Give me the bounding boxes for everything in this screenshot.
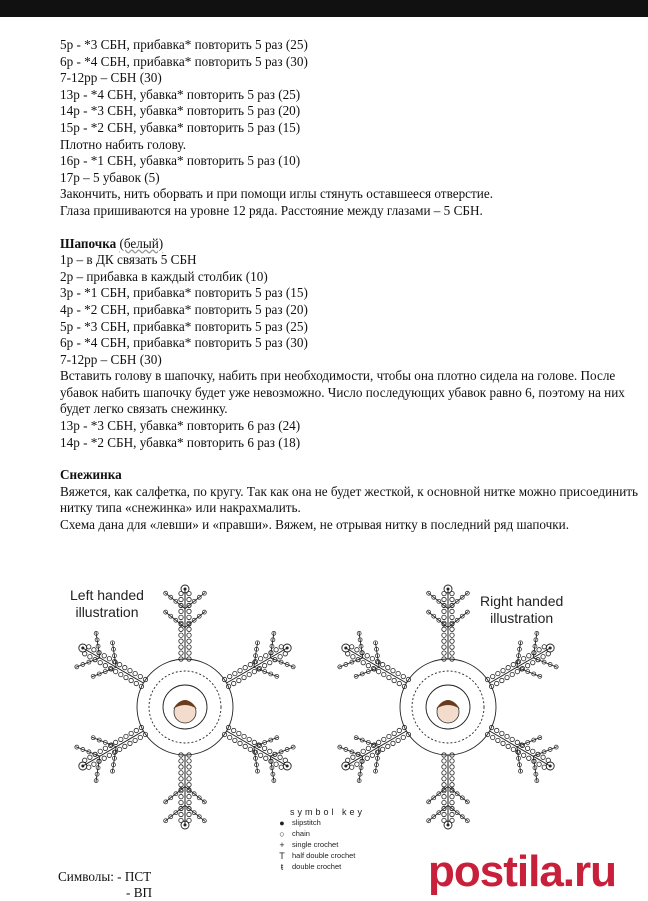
chain-stitch	[380, 662, 384, 666]
chain-stitch	[179, 771, 183, 775]
snowflake-branch	[270, 658, 294, 668]
chain-stitch	[179, 765, 183, 769]
left-diagram-label	[70, 587, 144, 621]
snowflake-branch	[448, 805, 468, 821]
chain-stitch	[510, 737, 514, 741]
chain-stitch	[376, 669, 380, 673]
chain-stitch	[187, 615, 191, 619]
slipstitch-dot	[184, 824, 187, 827]
chain-stitch	[179, 777, 183, 781]
text-line: Плотно набить голову.	[60, 136, 187, 152]
slipstitch-dot	[286, 765, 289, 768]
chain-stitch	[495, 681, 499, 685]
chain-stitch	[450, 627, 454, 631]
chain-stitch	[179, 759, 183, 763]
chain-stitch	[442, 597, 446, 601]
slipstitch-dot	[344, 647, 347, 650]
chain-stitch	[243, 744, 247, 748]
chain-stitch	[187, 633, 191, 637]
chain-stitch	[92, 648, 96, 652]
chain-stitch	[450, 812, 454, 816]
chain-stitch	[187, 800, 191, 804]
chain-stitch	[527, 756, 531, 760]
chain-stitch	[129, 678, 133, 682]
chain-stitch	[138, 674, 142, 678]
chain-stitch	[262, 663, 266, 667]
chain-stitch	[268, 749, 272, 753]
chain-stitch	[258, 657, 262, 661]
chain-stitch	[278, 655, 282, 659]
snowflake-branch	[185, 805, 205, 821]
chain-stitch	[511, 747, 515, 751]
chain-stitch	[501, 668, 505, 672]
hat-paragraph: Вставить голову в шапочку, набить при необходимости, чтобы она плотно сидела на голове. После убавок набить шапочку будет уже невозможно. Число последующих убавок равно 6, поэтому на них будет легко связать снежинку.	[60, 368, 625, 417]
chain-stitch	[179, 639, 183, 643]
half-double-crochet-symbol-icon: T	[279, 850, 285, 861]
chain-stitch	[525, 663, 529, 667]
chain-stitch	[179, 645, 183, 649]
chain-stitch	[450, 645, 454, 649]
snowflake-paragraph-2: Схема дана для «левши» и «правши». Вяжем, не отрывая нитку в последний ряд шапочки.	[60, 517, 570, 533]
chain-stitch	[386, 744, 390, 748]
text-line: 7-12рр – СБН (30)	[60, 351, 162, 367]
chain-stitch	[187, 609, 191, 613]
chain-stitch	[370, 657, 374, 661]
chain-stitch	[187, 794, 191, 798]
snowflake-branch	[428, 592, 448, 608]
chain-stitch	[361, 749, 365, 753]
text-line: 5р - *3 СБН, прибавка* повторить 5 раз (25)	[60, 318, 308, 334]
chain-stitch	[242, 675, 246, 679]
chain-stitch	[511, 662, 515, 666]
chain-stitch	[248, 747, 252, 751]
chain-stitch	[450, 777, 454, 781]
snowflake-branch	[339, 658, 363, 668]
chain-stitch	[237, 678, 241, 682]
chain-stitch	[401, 674, 405, 678]
chain-stitch	[88, 755, 92, 759]
chain-stitch	[537, 762, 541, 766]
chain-stitch	[268, 660, 272, 664]
chain-stitch	[117, 747, 121, 751]
chain-stitch	[442, 759, 446, 763]
chain-stitch	[450, 615, 454, 619]
chain-stitch	[123, 744, 127, 748]
chain-stitch	[442, 800, 446, 804]
symbol-key-label: half double crochet	[292, 851, 356, 860]
slipstitch-dot	[549, 765, 552, 768]
chain-stitch	[442, 645, 446, 649]
snowflake-branch	[533, 658, 557, 668]
chain-stitch	[521, 657, 525, 661]
chain-stitch	[187, 812, 191, 816]
chain-stitch	[506, 744, 510, 748]
chain-stitch	[387, 734, 391, 738]
chain-stitch	[179, 633, 183, 637]
chain-stitch	[442, 639, 446, 643]
chain-stitch	[98, 660, 102, 664]
chain-stitch	[495, 728, 499, 732]
snowflake-branch	[517, 737, 541, 747]
chain-stitch	[442, 609, 446, 613]
chain-stitch	[355, 762, 359, 766]
chain-stitch	[365, 756, 369, 760]
chain-stitch	[380, 747, 384, 751]
chain-stitch	[262, 746, 266, 750]
text-line: 13р - *4 СБН, убавка* повторить 5 раз (25)	[60, 86, 301, 102]
left-label-line-2: illustration	[75, 604, 139, 620]
text-line: 7-12рр – СБН (30)	[60, 70, 162, 86]
text-line: Закончить, нить оборвать и при помощи иглы стянуть оставшееся отверстие.	[60, 186, 493, 202]
chain-stitch	[179, 794, 183, 798]
slipstitch-dot	[447, 824, 450, 827]
chain-stitch	[365, 654, 369, 658]
chain-stitch	[232, 681, 236, 685]
chain-stitch	[501, 741, 505, 745]
chain-stitch	[521, 753, 525, 757]
chain-stitch	[506, 665, 510, 669]
chain-stitch	[450, 759, 454, 763]
snowflake-branch	[185, 592, 205, 608]
chain-stitch	[119, 672, 123, 676]
chain-stitch	[264, 654, 268, 658]
chain-stitch	[450, 794, 454, 798]
symbol-key-row	[272, 828, 365, 839]
chain-stitch	[187, 639, 191, 643]
chain-stitch	[541, 655, 545, 659]
chain-stitch	[387, 675, 391, 679]
snowflake-branch	[165, 592, 185, 608]
chain-stitch	[248, 662, 252, 666]
chain-stitch	[442, 765, 446, 769]
chain-stitch	[128, 741, 132, 745]
chain-stitch	[442, 627, 446, 631]
chain-stitch	[129, 731, 133, 735]
chain-stitch	[187, 597, 191, 601]
symbol-key-row	[272, 861, 365, 872]
single-crochet-symbol-icon: +	[279, 839, 285, 850]
snowflake-paragraph-1: Вяжется, как салфетка, по кругу. Так как она не будет жесткой, к основной нитке можно присоединить нитку типа «снежинка» или накрахмалить.	[60, 483, 639, 516]
chain-stitch	[496, 738, 500, 742]
chain-stitch	[134, 681, 138, 685]
chain-stitch	[442, 783, 446, 787]
chain-stitch	[113, 740, 117, 744]
chain-stitch	[103, 746, 107, 750]
symbols-line-1: Символы: - ПСТ	[58, 869, 152, 884]
chain-stitch	[187, 645, 191, 649]
chain-stitch	[179, 627, 183, 631]
chain-stitch	[450, 609, 454, 613]
chain-stitch	[391, 741, 395, 745]
text-line: 2р – прибавка в каждый столбик (10)	[60, 268, 268, 284]
chain-stitch	[102, 654, 106, 658]
chain-stitch	[233, 671, 237, 675]
chain-stitch	[247, 737, 251, 741]
right-diagram-label	[480, 593, 563, 627]
chain-stitch	[442, 812, 446, 816]
chain-stitch	[366, 746, 370, 750]
chain-stitch	[124, 675, 128, 679]
chain-stitch	[505, 734, 509, 738]
chain-stitch	[187, 765, 191, 769]
slipstitch-dot	[286, 647, 289, 650]
chain-stitch	[510, 672, 514, 676]
snowflake-branch	[254, 737, 278, 747]
chain-stitch	[505, 675, 509, 679]
chain-stitch	[450, 633, 454, 637]
chain-stitch	[274, 648, 278, 652]
chain-stitch	[541, 755, 545, 759]
symbol-key-label: single crochet	[292, 840, 339, 849]
symbol-key-title: symbol key	[290, 807, 366, 817]
chain-stitch	[442, 615, 446, 619]
chain-stitch	[397, 728, 401, 732]
snowflake-branch	[270, 747, 294, 757]
top-bar	[0, 0, 648, 17]
text-line: 15р - *2 СБН, убавка* повторить 5 раз (15)	[60, 119, 301, 135]
chain-stitch	[179, 609, 183, 613]
chain-stitch	[187, 783, 191, 787]
chain-stitch	[242, 734, 246, 738]
slipstitch-dot	[184, 588, 187, 591]
chain-stitch	[187, 759, 191, 763]
chain-symbol-icon: ○	[279, 828, 285, 839]
chain-stitch	[232, 728, 236, 732]
symbol-key-row	[272, 850, 365, 861]
chain-stitch	[366, 663, 370, 667]
chain-stitch	[113, 669, 117, 673]
chain-stitch	[396, 671, 400, 675]
chain-stitch	[117, 662, 121, 666]
symbol-key	[272, 807, 365, 872]
chain-stitch	[179, 783, 183, 787]
chain-stitch	[119, 737, 123, 741]
chain-stitch	[391, 668, 395, 672]
chain-stitch	[134, 728, 138, 732]
chain-stitch	[187, 627, 191, 631]
chain-stitch	[103, 663, 107, 667]
snowflake-branch	[355, 737, 379, 747]
slipstitch-dot	[344, 765, 347, 768]
chain-stitch	[531, 660, 535, 664]
text-line: 1р – в ДК связать 5 СБН	[60, 252, 197, 268]
snowflake-branch	[448, 592, 468, 608]
snowflake-branch	[428, 805, 448, 821]
chain-stitch	[376, 740, 380, 744]
symbols-line-2: - ВП	[126, 885, 153, 900]
chain-stitch	[500, 731, 504, 735]
chain-stitch	[107, 753, 111, 757]
chain-stitch	[138, 735, 142, 739]
snowflake-branch	[533, 747, 557, 757]
chain-stitch	[450, 651, 454, 655]
slipstitch-dot	[447, 588, 450, 591]
snowflake-branch	[165, 805, 185, 821]
chain-stitch	[450, 800, 454, 804]
text-line: 13р - *3 СБН, убавка* повторить 6 раз (24)	[60, 418, 301, 434]
chain-stitch	[442, 777, 446, 781]
chain-stitch	[128, 668, 132, 672]
postila-watermark	[428, 847, 616, 897]
snowflake-branch	[254, 667, 278, 677]
double-crochet-symbol-icon: ŧ	[280, 861, 284, 872]
chain-stitch	[370, 753, 374, 757]
chain-stitch	[351, 655, 355, 659]
chain-stitch	[179, 615, 183, 619]
chain-stitch	[537, 648, 541, 652]
chain-stitch	[187, 777, 191, 781]
chain-stitch	[98, 749, 102, 753]
text-line: 4р - *2 СБН, прибавка* повторить 5 раз (20)	[60, 301, 308, 317]
snowflake-branch	[517, 667, 541, 677]
chain-stitch	[392, 678, 396, 682]
symbol-key-label: double crochet	[292, 862, 342, 871]
slipstitch-symbol-icon: ●	[279, 817, 285, 828]
chain-stitch	[258, 753, 262, 757]
chain-stitch	[88, 655, 92, 659]
chain-stitch	[187, 771, 191, 775]
chain-stitch	[491, 674, 495, 678]
text-line: 14р - *2 СБН, убавка* повторить 6 раз (18)	[60, 434, 301, 450]
chain-stitch	[355, 648, 359, 652]
text-line: 16р - *1 СБН, убавка* повторить 5 раз (10)	[60, 153, 301, 169]
chain-stitch	[450, 597, 454, 601]
chain-stitch	[515, 740, 519, 744]
chain-stitch	[228, 735, 232, 739]
chain-stitch	[228, 674, 232, 678]
chain-stitch	[527, 654, 531, 658]
snowflake-branch	[76, 747, 100, 757]
chain-stitch	[450, 639, 454, 643]
chain-stitch	[179, 812, 183, 816]
chain-stitch	[531, 749, 535, 753]
text-line: 3р - *1 СБН, прибавка* повторить 5 раз (15)	[60, 285, 308, 301]
document-page	[0, 17, 648, 901]
chain-stitch	[278, 755, 282, 759]
chain-stitch	[238, 741, 242, 745]
chain-stitch	[382, 672, 386, 676]
chain-stitch	[500, 678, 504, 682]
text-line: 17р – 5 убавок (5)	[60, 169, 160, 185]
snowflake-branch	[339, 747, 363, 757]
chain-stitch	[92, 762, 96, 766]
symbol-key-label: chain	[292, 829, 310, 838]
chain-stitch	[124, 734, 128, 738]
chain-stitch	[243, 665, 247, 669]
chain-stitch	[450, 765, 454, 769]
chain-stitch	[179, 597, 183, 601]
chain-stitch	[274, 762, 278, 766]
chain-stitch	[442, 651, 446, 655]
chain-stitch	[397, 681, 401, 685]
chain-stitch	[238, 668, 242, 672]
chain-stitch	[442, 794, 446, 798]
chain-stitch	[179, 800, 183, 804]
chain-stitch	[102, 756, 106, 760]
chain-stitch	[107, 657, 111, 661]
symbol-key-label: slipstitch	[292, 818, 321, 827]
chain-stitch	[133, 738, 137, 742]
chain-stitch	[392, 731, 396, 735]
symbols-legend	[58, 869, 152, 901]
chain-stitch	[187, 651, 191, 655]
document-text	[60, 37, 640, 534]
watermark-text: postila.ru	[428, 847, 617, 896]
left-label-line-1: Left handed	[70, 587, 144, 603]
chain-stitch	[401, 735, 405, 739]
chain-stitch	[252, 740, 256, 744]
chain-stitch	[237, 731, 241, 735]
chain-stitch	[396, 738, 400, 742]
slipstitch-dot	[549, 647, 552, 650]
snowflake-branch	[92, 737, 116, 747]
chain-stitch	[442, 771, 446, 775]
chain-stitch	[351, 755, 355, 759]
chain-stitch	[133, 671, 137, 675]
slipstitch-dot	[81, 765, 84, 768]
snowflake-branch	[76, 658, 100, 668]
chain-stitch	[491, 735, 495, 739]
chain-stitch	[450, 771, 454, 775]
symbol-key-row	[272, 817, 365, 828]
chain-stitch	[442, 633, 446, 637]
chain-stitch	[450, 783, 454, 787]
chain-stitch	[515, 669, 519, 673]
text-line: Глаза пришиваются на уровне 12 ряда. Расстояние между глазами – 5 СБН.	[60, 202, 483, 218]
slipstitch-dot	[81, 647, 84, 650]
chain-stitch	[382, 737, 386, 741]
chain-stitch	[264, 756, 268, 760]
chain-stitch	[179, 651, 183, 655]
hat-heading-note: (белый)	[119, 235, 164, 251]
symbol-key-row	[272, 839, 365, 850]
hat-heading	[60, 236, 640, 253]
right-label-line-1: Right handed	[480, 593, 564, 609]
chain-stitch	[386, 665, 390, 669]
text-line: 6р - *4 СБН, прибавка* повторить 5 раз (30)	[60, 335, 308, 351]
chain-stitch	[525, 746, 529, 750]
text-line: 6р - *4 СБН, прибавка* повторить 5 раз (30)	[60, 53, 308, 69]
snowflake-branch	[355, 667, 379, 677]
chain-stitch	[233, 738, 237, 742]
chain-stitch	[247, 672, 251, 676]
chain-stitch	[361, 660, 365, 664]
chain-stitch	[123, 665, 127, 669]
snowflake-heading: Снежинка	[60, 467, 122, 483]
chain-stitch	[252, 669, 256, 673]
text-line: 14р - *3 СБН, убавка* повторить 5 раз (20)	[60, 103, 301, 119]
text-line: 5р - *3 СБН, прибавка* повторить 5 раз (25)	[60, 37, 308, 52]
chain-stitch	[496, 671, 500, 675]
hat-heading-title: Шапочка	[60, 235, 117, 251]
snowflake-branch	[92, 667, 116, 677]
right-label-line-2: illustration	[490, 610, 554, 626]
